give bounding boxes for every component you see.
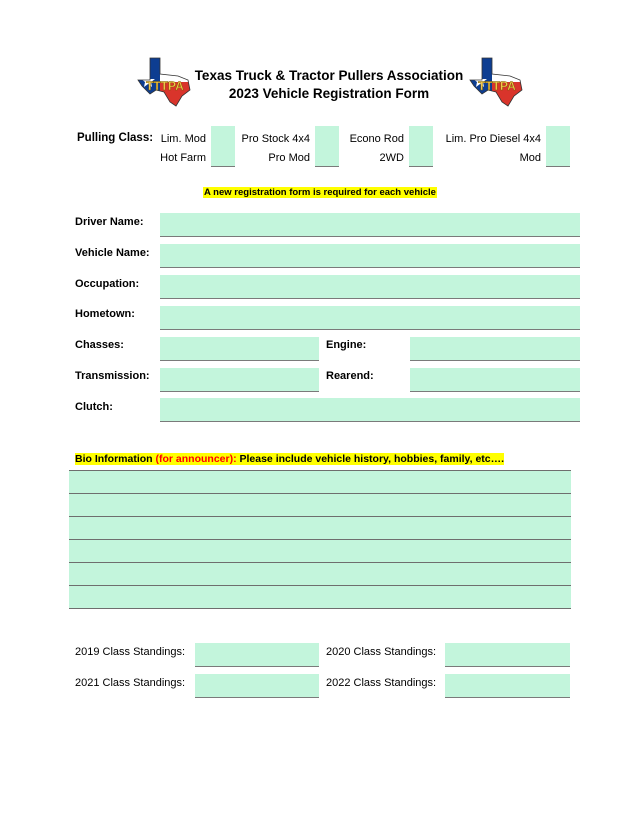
vehicle-name-label: Vehicle Name:	[75, 247, 150, 259]
transmission-field[interactable]	[160, 368, 319, 392]
class-option-label: Lim. Pro Diesel 4x4	[445, 133, 541, 145]
standings-2022-field[interactable]	[445, 674, 570, 698]
bio-label	[75, 453, 504, 465]
texas-flag-logo-icon	[136, 56, 192, 108]
class-option-label: Econo Rod	[349, 133, 404, 145]
clutch-field[interactable]	[160, 398, 580, 422]
form-title-line2: 2023 Vehicle Registration Form	[228, 86, 430, 101]
clutch-label: Clutch:	[75, 401, 113, 413]
class-option-label: Lim. Mod	[160, 133, 206, 145]
svg-text:TTTPA: TTTPA	[146, 79, 184, 93]
standings-2021-field[interactable]	[195, 674, 319, 698]
class-checkbox-lim-pro-diesel-4x4[interactable]	[546, 126, 570, 147]
chasses-label: Chasses:	[75, 339, 124, 351]
class-checkbox-econo-rod[interactable]	[409, 126, 433, 147]
engine-field[interactable]	[410, 337, 580, 361]
class-option-label: Hot Farm	[160, 152, 206, 164]
bio-line[interactable]	[69, 585, 571, 609]
class-checkbox-hot-farm[interactable]	[211, 146, 235, 167]
standings-2019-label: 2019 Class Standings:	[75, 646, 186, 658]
vehicle-name-field[interactable]	[160, 244, 580, 268]
bio-line[interactable]	[69, 539, 571, 562]
standings-2019-field[interactable]	[195, 643, 319, 667]
class-option-label: Pro Mod	[268, 152, 310, 164]
bio-label-instructions: Please include vehicle history, hobbies, family, etc….	[236, 453, 505, 465]
tttpa-logo-right	[468, 56, 524, 108]
standings-2020-field[interactable]	[445, 643, 570, 667]
chasses-field[interactable]	[160, 337, 319, 361]
class-checkbox-2wd[interactable]	[409, 146, 433, 167]
transmission-label: Transmission:	[75, 370, 150, 382]
tttpa-logo-left	[136, 56, 192, 108]
pulling-class-label: Pulling Class:	[77, 132, 154, 144]
standings-2020-label: 2020 Class Standings:	[326, 646, 437, 658]
occupation-label: Occupation:	[75, 278, 140, 290]
bio-label-title: Bio Information	[75, 453, 156, 465]
bio-line[interactable]	[69, 493, 571, 516]
class-checkbox-lim-mod[interactable]	[211, 126, 235, 147]
form-title-line1: Texas Truck & Tractor Pullers Association	[194, 68, 464, 83]
notice-wrapper	[0, 182, 640, 200]
driver-name-field[interactable]	[160, 213, 580, 237]
class-checkbox-pro-mod[interactable]	[315, 146, 339, 167]
standings-2021-label: 2021 Class Standings:	[75, 677, 186, 689]
driver-name-label: Driver Name:	[75, 216, 144, 228]
class-option-label: Pro Stock 4x4	[241, 133, 310, 145]
rearend-field[interactable]	[410, 368, 580, 392]
registration-notice: A new registration form is required for each vehicle	[204, 187, 436, 198]
bio-line[interactable]	[69, 516, 571, 539]
texas-flag-logo-icon	[468, 56, 524, 108]
bio-label-announcer: (for announcer):	[155, 453, 237, 465]
rearend-label: Rearend:	[326, 370, 374, 382]
class-option-label: Mod	[519, 152, 541, 164]
hometown-label: Hometown:	[75, 308, 135, 320]
standings-2022-label: 2022 Class Standings:	[326, 677, 437, 689]
class-checkbox-pro-stock-4x4[interactable]	[315, 126, 339, 147]
engine-label: Engine:	[326, 339, 367, 351]
bio-line[interactable]	[69, 562, 571, 585]
class-option-label: 2WD	[379, 152, 404, 164]
occupation-field[interactable]	[160, 275, 580, 299]
class-checkbox-mod[interactable]	[546, 146, 570, 167]
hometown-field[interactable]	[160, 306, 580, 330]
svg-text:TTTPA: TTTPA	[478, 79, 516, 93]
bio-line[interactable]	[69, 470, 571, 493]
